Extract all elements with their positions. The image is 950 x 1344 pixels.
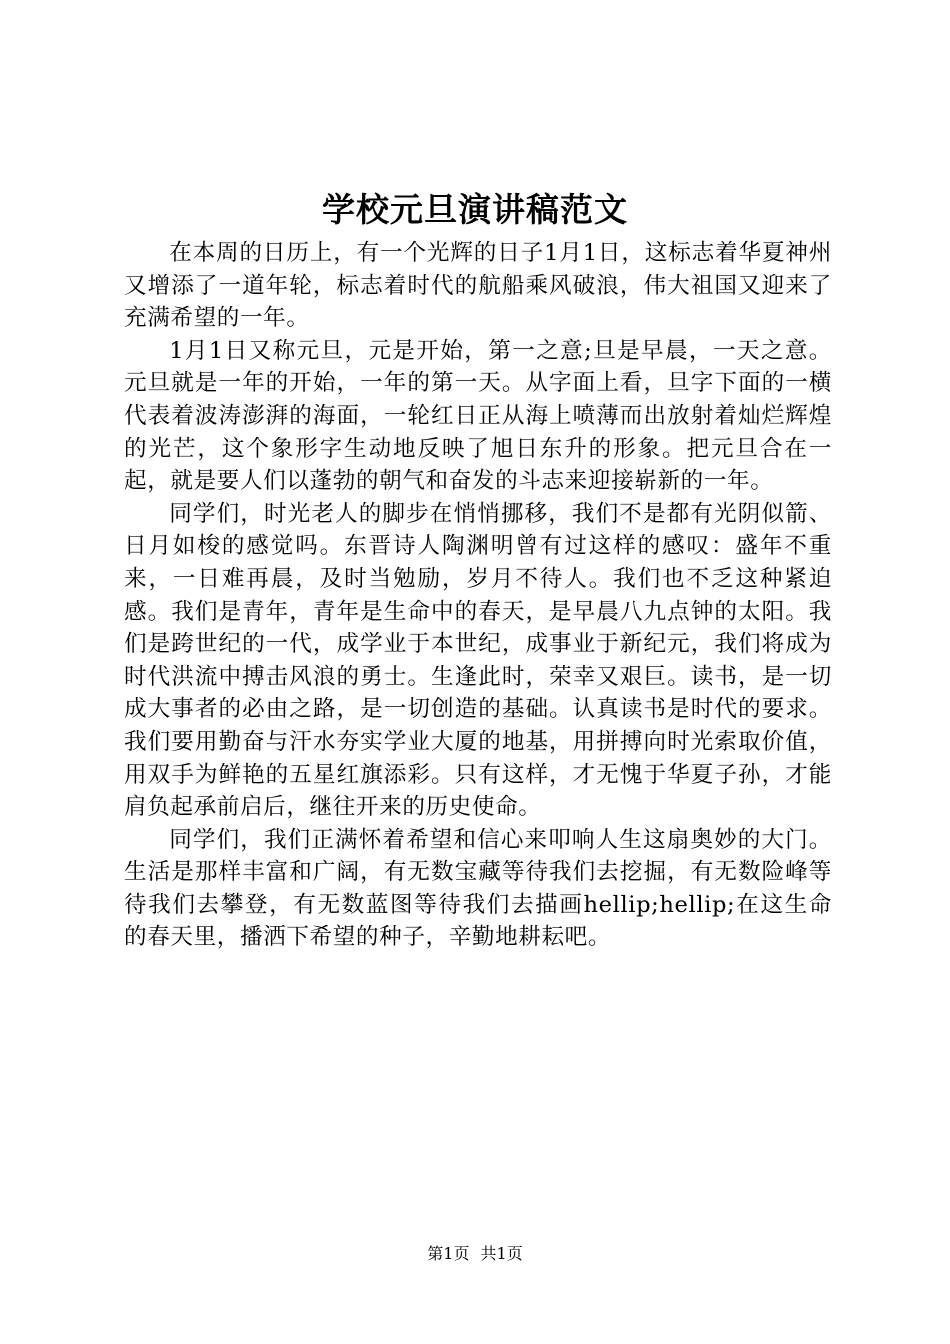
document-body xyxy=(124,237,832,954)
paragraph-3: 同学们，时光老人的脚步在悄悄挪移，我们不是都有光阴似箭、日月如梭的感觉吗。东晋诗人陶渊明曾有过这样的感叹：盛年不重来，一日难再晨，及时当勉励，岁月不待人。我们也不乏这种紧迫感。我们是青年，青年是生命中的春天，是早晨八九点钟的太阳。我们是跨世纪的一代，成学业于本世纪，成事业于新纪元，我们将成为时代洪流中搏击风浪的勇士。生逢此时，荣幸又艰巨。读书，是一切成大事者的必由之路，是一切创造的基础。认真读书是时代的要求。我们要用勤奋与汗水夯实学业大厦的地基，用拼搏向时光索取价值，用双手为鲜艳的五星红旗添彩。只有这样，才无愧于华夏子孙，才能肩负起承前启后，继往开来的历史使命。 xyxy=(124,500,832,821)
page-total: 共1页 xyxy=(480,1244,523,1263)
page-number: 第1页 xyxy=(427,1244,470,1263)
paragraph-1: 在本周的日历上，有一个光辉的日子1月1日，这标志着华夏神州又增添了一道年轮，标志着时代的航船乘风破浪，伟大祖国又迎来了充满希望的一年。 xyxy=(124,240,832,332)
page-footer xyxy=(0,1242,950,1266)
paragraph-4: 同学们，我们正满怀着希望和信心来叩响人生这扇奥妙的大门。生活是那样丰富和广阔，有无数宝藏等待我们去挖掘，有无数险峰等待我们去攀登，有无数蓝图等待我们去描画hellip;hellip;在这生命的春天里，播洒下希望的种子，辛勤地耕耘吧。 xyxy=(124,826,832,951)
document-title: 学校元旦演讲稿范文 xyxy=(322,190,628,229)
paragraph-2: 1月1日又称元旦，元是开始，第一之意;旦是早晨，一天之意。元旦就是一年的开始，一年的第一天。从字面上看，旦字下面的一横代表着波涛澎湃的海面，一轮红日正从海上喷薄而出放射着灿烂辉煌的光芒，这个象形字生动地反映了旭日东升的形象。把元旦合在一起，就是要人们以蓬勃的朝气和奋发的斗志来迎接崭新的一年。 xyxy=(124,337,832,495)
